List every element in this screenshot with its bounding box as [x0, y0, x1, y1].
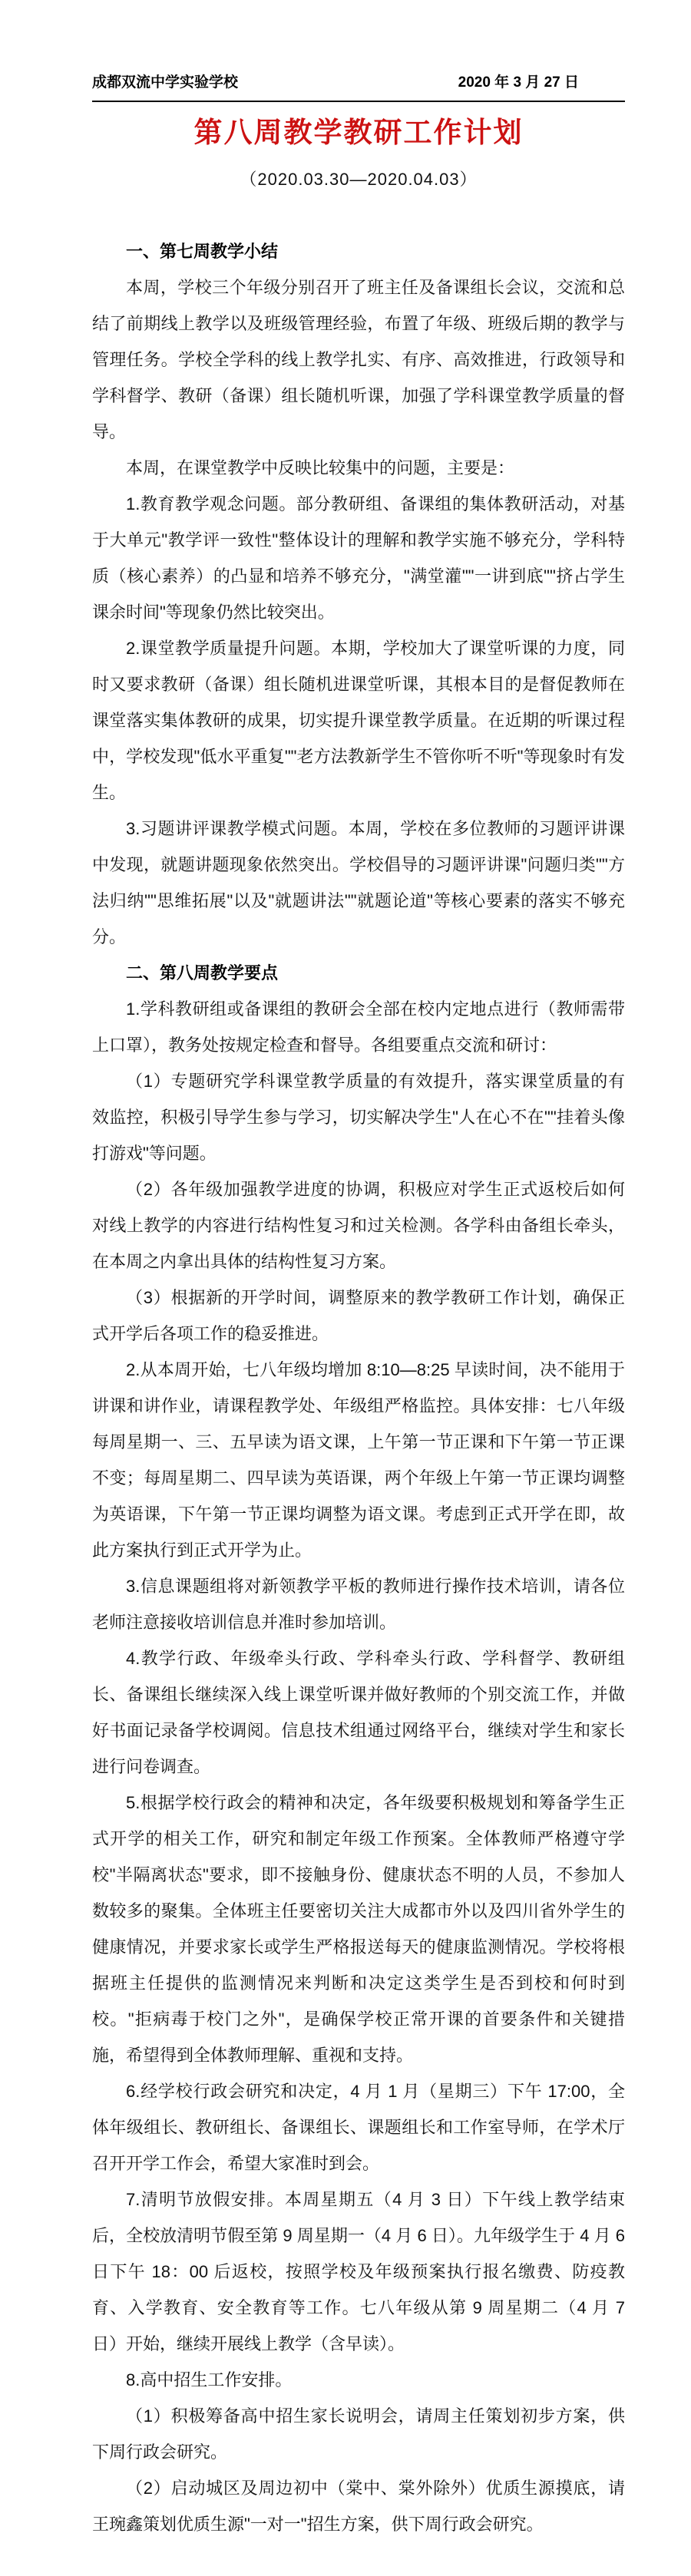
document-header — [92, 71, 625, 91]
paragraph: （2）启动城区及周边初中（棠中、棠外除外）优质生源摸底，请王琬鑫策划优质生源"一对一"招生方案，供下周行政会研究。 — [92, 2479, 625, 2535]
paragraph: 2.从本周开始，七八年级均增加 8:10—8:25 早读时间，决不能用于讲课和讲作业，请课程教学处、年级组严格监控。具体安排：七八年级每周星期一、三、五早读为语文课，上午第一节正课和下午第一节正课不变；每周星期二、四早读为英语课，两个年级上午第一节正课均调整为英语课，下午第一节正课均调整为语文课。考虑到正式开学在即，故此方案执行到正式开学为止。 — [92, 1360, 625, 1560]
paragraph: （1）专题研究学科课堂教学质量的有效提升，落实课堂质量的有效监控，积极引导学生参与学习，切实解决学生"人在心不在""挂着头像打游戏"等问题。 — [92, 1072, 625, 1164]
paragraph: 2.课堂教学质量提升问题。本期，学校加大了课堂听课的力度，同时又要求教研（备课）组长随机进课堂听课，其根本目的是督促教师在课堂落实集体教研的成果，切实提升课堂教学质量。在近期的听课过程中，学校发现"低水平重复""老方法教新学生不管你听不听"等现象时有发生。 — [92, 639, 625, 803]
paragraph: 7.清明节放假安排。本周星期五（4 月 3 日）下午线上教学结束后，全校放清明节假至第 9 周星期一（4 月 6 日）。九年级学生于 4 月 6 日下午 18：00 后返校，按照学校及年级预案执行报名缴费、防疫教育、入学教育、安全教育等工作。七八年级从第 9 周星期二（4 月 7 日）开始，继续开展线上教学（含早读）。 — [92, 2190, 625, 2354]
paragraph: 6.经学校行政会研究和决定，4 月 1 月（星期三）下午 17:00，全体年级组长、教研组长、备课组长、课题组长和工作室导师，在学术厅召开开学工作会，希望大家准时到会。 — [92, 2082, 625, 2174]
header-rule — [92, 101, 625, 102]
section-heading-week8-keypoints: 二、第八周教学要点 — [126, 963, 279, 983]
document-subtitle: （2020.03.30—2020.04.03） — [240, 170, 478, 190]
paragraph: 本周，在课堂教学中反映比较集中的问题，主要是： — [126, 458, 515, 478]
paragraph: 本周，学校三个年级分别召开了班主任及备课组长会议，交流和总结了前期线上教学以及班级管理经验，布置了年级、班级后期的教学与管理任务。学校全学科的线上教学扎实、有序、高效推进，行政领导和学科督学、教研（备课）组长随机听课，加强了学科课堂教学质量的督导。 — [92, 278, 625, 442]
paragraph: 3.信息课题组将对新领教学平板的教师进行操作技术培训，请各位老师注意接收培训信息并准时参加培训。 — [92, 1577, 625, 1633]
document-title: 第八周教学教研工作计划 — [193, 117, 524, 148]
document-body — [92, 233, 625, 2542]
paragraph: 1.教育教学观念问题。部分教研组、备课组的集体教研活动，对基于大单元"教学评一致性"整体设计的理解和教学实施不够充分，学科特质（核心素养）的凸显和培养不够充分，"满堂灌""一讲到底""挤占学生课余时间"等现象仍然比较突出。 — [92, 494, 625, 623]
paragraph: 5.根据学校行政会的精神和决定，各年级要积极规划和筹备学生正式开学的相关工作，研究和制定年级工作预案。全体教师严格遵守学校"半隔离状态"要求，即不接触身份、健康状态不明的人员，不参加人数较多的聚集。全体班主任要密切关注大成都市外以及四川省外学生的健康情况，并要求家长或学生严格报送每天的健康监测情况。学校将根据班主任提供的监测情况来判断和决定这类学生是否到校和何时到校。"拒病毒于校门之外"，是确保学校正常开课的首要条件和关键措施，希望得到全体教师理解、重视和支持。 — [92, 1793, 625, 2066]
paragraph: 4.教学行政、年级牵头行政、学科牵头行政、学科督学、教研组长、备课组长继续深入线上课堂听课并做好教师的个别交流工作，并做好书面记录备学校调阅。信息技术组通过网络平台，继续对学生和家长进行问卷调查。 — [92, 1649, 625, 1777]
paragraph: 8.高中招生工作安排。 — [126, 2370, 293, 2390]
paragraph: （3）根据新的开学时间，调整原来的教学教研工作计划，确保正式开学后各项工作的稳妥推进。 — [92, 1288, 625, 1344]
paragraph: （1）积极筹备高中招生家长说明会，请周主任策划初步方案，供下周行政会研究。 — [92, 2406, 625, 2462]
section-heading-week7-summary: 一、第七周教学小结 — [126, 242, 279, 262]
paragraph: 3.习题讲评课教学模式问题。本周，学校在多位教师的习题评讲课中发现，就题讲题现象依然突出。学校倡导的习题评讲课"问题归类""方法归纳""思维拓展"以及"就题讲法""就题论道"等核心要素的落实不够充分。 — [92, 819, 625, 947]
paragraph: 1.学科教研组或备课组的教研会全部在校内定地点进行（教师需带上口罩），教务处按规定检查和督导。各组要重点交流和研讨： — [92, 999, 625, 1055]
document-date: 2020 年 3 月 27 日 — [458, 74, 579, 91]
school-name: 成都双流中学实验学校 — [92, 74, 239, 91]
paragraph: （2）各年级加强教学进度的协调，积极应对学生正式返校后如何对线上教学的内容进行结构性复习和过关检测。各学科由备组长牵头，在本周之内拿出具体的结构性复习方案。 — [92, 1180, 625, 1272]
